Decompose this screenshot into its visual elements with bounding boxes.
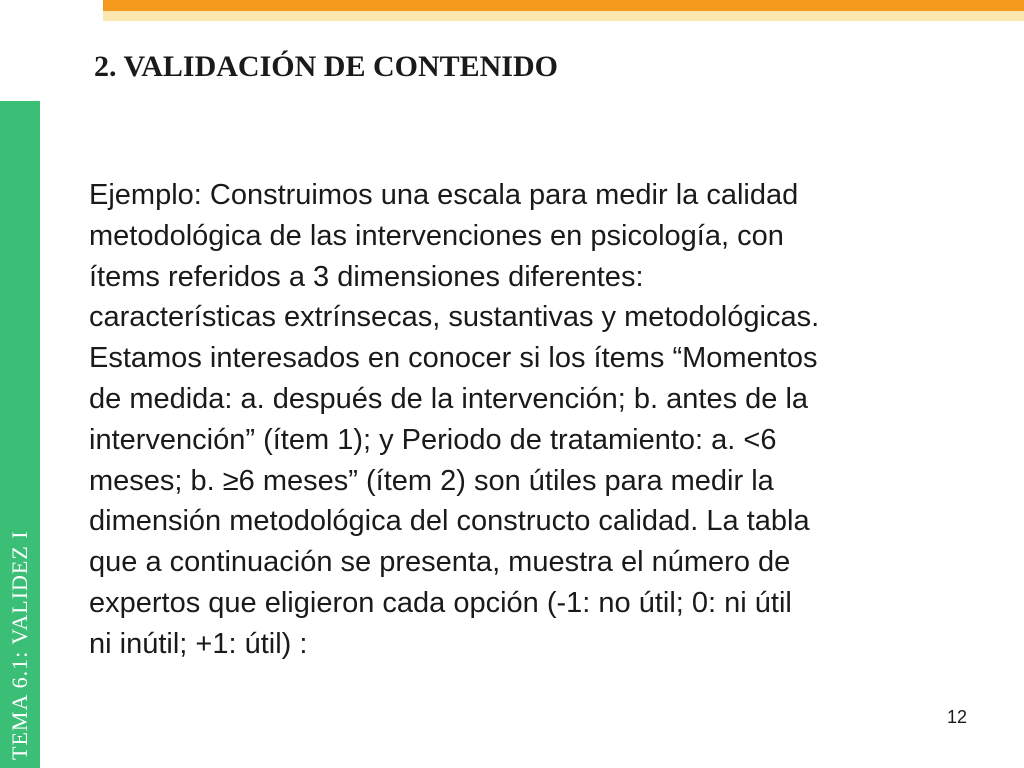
body-text: Ejemplo: Construimos una escala para medir la calidad metodológica de las intervenciones en psicología, con ítems referidos a 3 dimensiones diferentes: características extrínsecas, sustantivas y metodológicas. Estamos interesados en conocer si los ítems “Momentos de medida: a. después de la intervención; b. antes de la intervención” (ítem 1); y Periodo de tratamiento: a. <6 meses; b. ≥6 meses” (ítem 2) son útiles para medir la dimensión metodológica del constructo calidad. La tabla que a continuación se presenta, muestra el número de expertos que eligieron cada opción (-1: no útil; 0: ni útil ni inútil; +1: útil) : <box>89 179 820 660</box>
top-accent-bar <box>103 0 1024 11</box>
slide-title: 2. VALIDACIÓN DE CONTENIDO <box>94 50 558 83</box>
top-accent-bar-light <box>103 11 1024 21</box>
page-number: 12 <box>946 707 967 727</box>
side-label: TEMA 6.1: VALIDEZ I <box>7 530 32 760</box>
